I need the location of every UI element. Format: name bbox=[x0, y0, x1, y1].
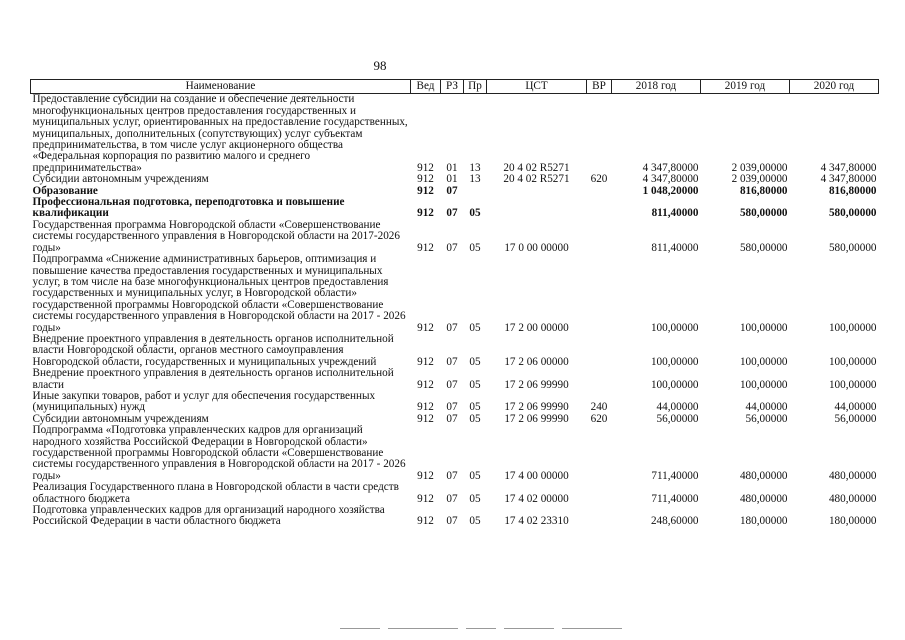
table-row bbox=[31, 197, 879, 220]
cell-2018: 100,00000 bbox=[650, 321, 699, 334]
table-header-row bbox=[31, 80, 879, 94]
cell-rz: 07 bbox=[446, 412, 458, 425]
cell-2019: 2 039,00000 bbox=[731, 173, 788, 186]
cell-cst: 17 2 00 00000 bbox=[504, 321, 569, 334]
cell-2019: 100,00000 bbox=[739, 355, 788, 368]
cell-2018: 711,40000 bbox=[651, 492, 699, 505]
cell-2020: 480,00000 bbox=[828, 492, 877, 505]
header-pr: Пр bbox=[464, 80, 487, 94]
cell-ved: 912 bbox=[417, 207, 434, 220]
cell-cst: 17 4 00 00000 bbox=[504, 469, 569, 482]
header-2018: 2018 год bbox=[612, 80, 701, 94]
cell-cst: 17 2 06 99990 bbox=[504, 401, 569, 414]
cell-pr: 13 bbox=[469, 161, 481, 174]
cell-vr bbox=[587, 197, 612, 220]
footer-scan-marks bbox=[340, 628, 670, 632]
cell-rz: 01 bbox=[446, 173, 458, 186]
cell-2019: 44,00000 bbox=[745, 401, 788, 414]
header-vr: ВР bbox=[587, 80, 612, 94]
cell-ved: 912 bbox=[417, 412, 434, 425]
cell-ved: 912 bbox=[417, 492, 434, 505]
cell-pr: 05 bbox=[469, 241, 481, 254]
cell-2019: 480,00000 bbox=[739, 469, 788, 482]
cell-name: Субсидии автономным учреждениям bbox=[32, 173, 209, 186]
cell-rz: 07 bbox=[446, 241, 458, 254]
cell-2019: 56,00000 bbox=[745, 412, 788, 425]
cell-2018: 811,40000 bbox=[651, 241, 699, 254]
cell-vr: 620 bbox=[590, 412, 608, 425]
cell-2018: 56,00000 bbox=[656, 412, 699, 425]
cell-name: Субсидии автономным учреждениям bbox=[32, 412, 209, 425]
cell-rz: 07 bbox=[446, 515, 458, 528]
cell-2018: 1 048,20000 bbox=[642, 184, 699, 197]
cell-pr: 05 bbox=[469, 492, 481, 505]
cell-2020: 100,00000 bbox=[828, 355, 877, 368]
cell-2020: 100,00000 bbox=[828, 378, 877, 391]
cell-cst: 20 4 02 R5271 bbox=[503, 173, 570, 186]
table-row bbox=[31, 94, 879, 174]
cell-rz: 01 bbox=[446, 161, 458, 174]
page-number: 98 bbox=[373, 58, 387, 73]
cell-2018: 4 347,80000 bbox=[642, 161, 699, 174]
cell-cst: 17 4 02 23310 bbox=[504, 515, 569, 528]
cell-pr: 05 bbox=[469, 401, 481, 414]
cell-vr: 620 bbox=[590, 173, 608, 186]
cell-vr bbox=[587, 368, 612, 391]
cell-2019: 580,00000 bbox=[739, 241, 788, 254]
cell-vr bbox=[587, 334, 612, 368]
cell-2019: 580,00000 bbox=[739, 207, 788, 220]
cell-pr: 05 bbox=[469, 469, 481, 482]
cell-rz: 07 bbox=[446, 184, 458, 197]
cell-2020: 4 347,80000 bbox=[820, 161, 877, 174]
cell-2018: 811,40000 bbox=[651, 207, 699, 220]
cell-rz: 07 bbox=[446, 355, 458, 368]
cell-ved: 912 bbox=[417, 241, 434, 254]
cell-ved: 912 bbox=[417, 378, 434, 391]
table-row bbox=[31, 334, 879, 368]
table-row bbox=[31, 368, 879, 391]
cell-ved: 912 bbox=[417, 184, 434, 197]
budget-table bbox=[30, 79, 879, 528]
table-row bbox=[31, 174, 879, 185]
table-row bbox=[31, 482, 879, 505]
cell-2020: 480,00000 bbox=[828, 469, 877, 482]
cell-vr bbox=[587, 482, 612, 505]
cell-rz: 07 bbox=[446, 492, 458, 505]
cell-cst: 20 4 02 R5271 bbox=[503, 161, 570, 174]
cell-name: Подготовка управленческих кадров для организаций народного хозяйства Российской Федерации в части областного бюджета bbox=[32, 504, 385, 528]
cell-cst bbox=[487, 186, 587, 197]
cell-rz: 07 bbox=[446, 207, 458, 220]
cell-2018: 711,40000 bbox=[651, 469, 699, 482]
table-row bbox=[31, 425, 879, 482]
cell-ved: 912 bbox=[417, 469, 434, 482]
cell-name: Внедрение проектного управления в деятельность органов исполнительной власти bbox=[32, 367, 394, 391]
table-row bbox=[31, 220, 879, 254]
cell-pr: 05 bbox=[469, 412, 481, 425]
cell-2018: 4 347,80000 bbox=[642, 173, 699, 186]
cell-pr: 05 bbox=[469, 207, 481, 220]
cell-name: Образование bbox=[32, 184, 98, 197]
header-name: Наименование bbox=[31, 80, 411, 94]
table-row bbox=[31, 505, 879, 528]
cell-2018: 248,60000 bbox=[650, 515, 699, 528]
cell-ved: 912 bbox=[417, 173, 434, 186]
cell-pr: 05 bbox=[469, 321, 481, 334]
cell-ved: 912 bbox=[417, 161, 434, 174]
cell-ved: 912 bbox=[417, 355, 434, 368]
cell-name: Реализация Государственного плана в Новгородской области в части средств областного бюджета bbox=[32, 481, 399, 505]
cell-name: Иные закупки товаров, работ и услуг для обеспечения государственных (муниципальных) нужд bbox=[32, 389, 376, 414]
cell-vr bbox=[587, 220, 612, 254]
cell-pr: 13 bbox=[469, 173, 481, 186]
header-ved: Вед bbox=[411, 80, 441, 94]
cell-pr: 05 bbox=[469, 355, 481, 368]
cell-name: Внедрение проектного управления в деятельность органов исполнительной власти Новгородской области, органов местного самоуправления Новгородской области, государственных и муниципальных учреждений bbox=[32, 332, 394, 368]
cell-ved: 912 bbox=[417, 515, 434, 528]
cell-cst bbox=[487, 197, 587, 220]
table-row bbox=[31, 391, 879, 414]
cell-2019: 100,00000 bbox=[739, 321, 788, 334]
cell-2020: 816,80000 bbox=[828, 184, 877, 197]
cell-vr: 240 bbox=[590, 401, 608, 414]
table-row bbox=[31, 254, 879, 334]
header-cst: ЦСТ bbox=[487, 80, 587, 94]
cell-cst: 17 4 02 00000 bbox=[504, 492, 569, 505]
cell-vr bbox=[587, 254, 612, 334]
cell-2019: 480,00000 bbox=[739, 492, 788, 505]
cell-pr: 05 bbox=[469, 515, 481, 528]
cell-vr bbox=[587, 186, 612, 197]
cell-pr: 05 bbox=[469, 378, 481, 391]
cell-name: Подпрограмма «Подготовка управленческих кадров для организаций народного хозяйства Российской Федерации в Новгородской области» государственной программы Новгородской области «Совершенствование системы государственного управления в Новгородской области на 2017 - 2026 годы» bbox=[32, 424, 406, 482]
cell-2020: 44,00000 bbox=[834, 401, 877, 414]
cell-name: Профессиональная подготовка, переподготовка и повышение квалификации bbox=[32, 196, 345, 220]
header-2020: 2020 год bbox=[790, 80, 879, 94]
cell-vr bbox=[587, 425, 612, 482]
cell-name: Предоставление субсидии на создание и обеспечение деятельности многофункциональных центров предоставления государственных и муниципальных услуг, ориентированных на предоставление государственных, муниципальных, дополнительных (сопутствующих) услуг субъектам предпринимательства, в том числе услуг акционерного общества «Федеральная корпорация по развитию малого и среднего предпринимательства» bbox=[32, 93, 408, 174]
cell-ved: 912 bbox=[417, 401, 434, 414]
cell-cst: 17 0 00 00000 bbox=[504, 241, 569, 254]
cell-vr bbox=[587, 94, 612, 174]
header-2019: 2019 год bbox=[701, 80, 790, 94]
cell-2020: 580,00000 bbox=[828, 241, 877, 254]
cell-2018: 44,00000 bbox=[656, 401, 699, 414]
cell-name: Государственная программа Новгородской области «Совершенствование системы государственного управления в Новгородской области на 2017-2026 годы» bbox=[32, 218, 400, 254]
cell-2020: 100,00000 bbox=[828, 321, 877, 334]
cell-2020: 4 347,80000 bbox=[820, 173, 877, 186]
cell-2018: 100,00000 bbox=[650, 355, 699, 368]
cell-rz: 07 bbox=[446, 401, 458, 414]
cell-cst: 17 2 06 99990 bbox=[504, 378, 569, 391]
header-rz: РЗ bbox=[441, 80, 464, 94]
cell-cst: 17 2 06 99990 bbox=[504, 412, 569, 425]
cell-name: Подпрограмма «Снижение административных барьеров, оптимизация и повышение качества предоставления государственных и муниципальных услуг, в том числе на базе многофункциональных центров предоставления государственных и муниципальных услуг, в Новгородской области» государственной программы Новгородской области «Совершенствование системы государственного управления в Новгородской области на 2017 - 2026 годы» bbox=[32, 253, 406, 334]
cell-vr bbox=[587, 505, 612, 528]
cell-2020: 180,00000 bbox=[828, 515, 877, 528]
cell-cst: 17 2 06 00000 bbox=[504, 355, 569, 368]
cell-2019: 180,00000 bbox=[739, 515, 788, 528]
cell-ved: 912 bbox=[417, 321, 434, 334]
cell-rz: 07 bbox=[446, 378, 458, 391]
cell-2019: 100,00000 bbox=[739, 378, 788, 391]
cell-2019: 816,80000 bbox=[739, 184, 788, 197]
cell-2020: 56,00000 bbox=[834, 412, 877, 425]
cell-2019: 2 039,00000 bbox=[731, 161, 788, 174]
cell-2020: 580,00000 bbox=[828, 207, 877, 220]
cell-rz: 07 bbox=[446, 321, 458, 334]
cell-pr bbox=[464, 186, 487, 197]
cell-rz: 07 bbox=[446, 469, 458, 482]
cell-2018: 100,00000 bbox=[650, 378, 699, 391]
